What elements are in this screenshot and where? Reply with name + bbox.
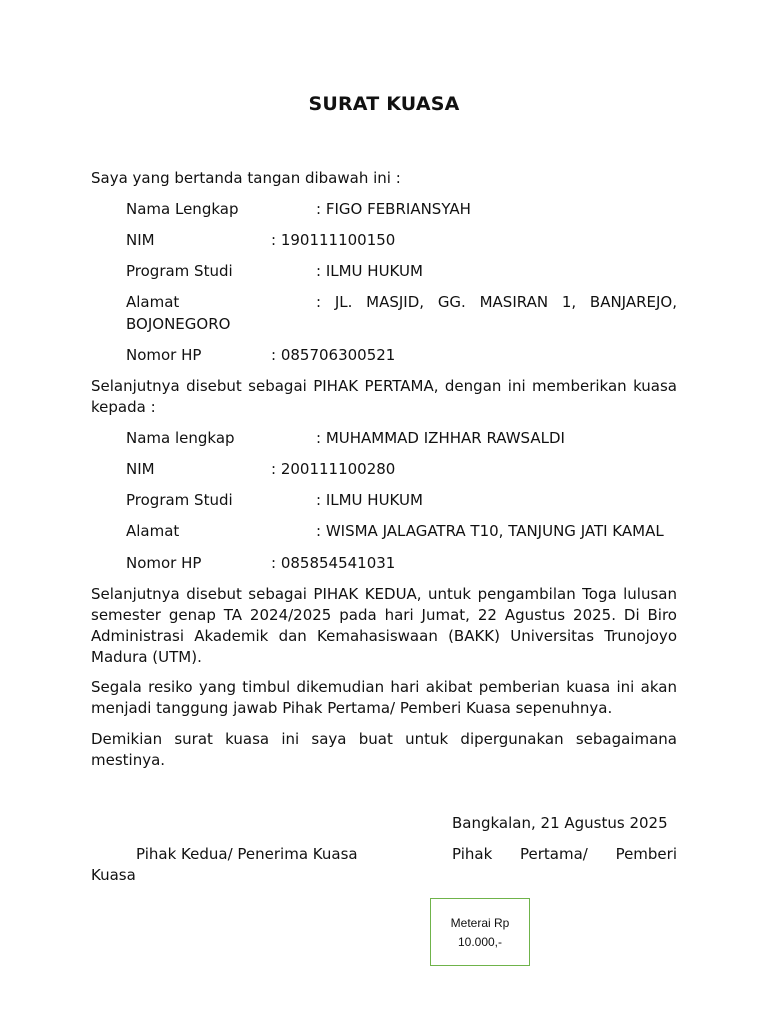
- first-party-phone-label: Nomor HP: [126, 346, 202, 364]
- first-party-name-label: Nama Lengkap: [126, 200, 239, 218]
- purpose-paragraph: Selanjutnya disebut sebagai PIHAK KEDUA, untuk pengambilan Toga lulusan semester genap TA 2024/2025 pada hari Jumat, 22 Agustus 2025. Di Biro Administrasi Akademik dan Kemahasiswaan (BAKK) Universitas Trunojoyo Madura (UTM).: [91, 585, 677, 666]
- second-party-prodi-value: : ILMU HUKUM: [316, 491, 423, 509]
- second-party-phone-value: : 085854541031: [271, 554, 396, 572]
- signature-label-continuation: Kuasa: [91, 866, 136, 884]
- signature-first-party-label: Pihak Pertama/ Pemberi: [452, 845, 677, 863]
- first-party-prodi-label: Program Studi: [126, 262, 233, 280]
- second-party-nim-label: NIM: [126, 460, 155, 478]
- signature-place-date: Bangkalan, 21 Agustus 2025: [452, 814, 668, 832]
- closing-paragraph: Demikian surat kuasa ini saya buat untuk dipergunakan sebagaimana mestinya.: [91, 730, 677, 769]
- second-party-address-label: Alamat: [126, 522, 180, 540]
- first-party-phone-value: : 085706300521: [271, 346, 396, 364]
- first-party-address-value-cont: BOJONEGORO: [126, 315, 231, 333]
- first-party-prodi-value: : ILMU HUKUM: [316, 262, 423, 280]
- first-party-address-label: Alamat: [126, 293, 180, 311]
- transition-paragraph: Selanjutnya disebut sebagai PIHAK PERTAMA, dengan ini memberikan kuasa kepada :: [91, 377, 677, 416]
- second-party-nim-value: : 200111100280: [271, 460, 396, 478]
- meterai-text-line1: Meterai Rp: [450, 916, 510, 930]
- meterai-stamp-box: [430, 898, 530, 966]
- second-party-address-value: : WISMA JALAGATRA T10, TANJUNG JATI KAMAL: [316, 522, 664, 540]
- first-party-nim-value: : 190111100150: [271, 231, 396, 249]
- first-party-address-row: [126, 292, 677, 336]
- signature-second-party-label: Pihak Kedua/ Penerima Kuasa: [136, 845, 358, 863]
- intro-text: Saya yang bertanda tangan dibawah ini :: [91, 169, 401, 187]
- meterai-text-line2: 10.000,-: [457, 935, 503, 949]
- second-party-name-value: : MUHAMMAD IZHHAR RAWSALDI: [316, 429, 565, 447]
- document-title: SURAT KUASA: [308, 93, 460, 115]
- first-party-name-value: : FIGO FEBRIANSYAH: [316, 200, 471, 218]
- first-party-nim-label: NIM: [126, 231, 155, 249]
- risk-paragraph: Segala resiko yang timbul dikemudian hari akibat pemberian kuasa ini akan menjadi tanggung jawab Pihak Pertama/ Pemberi Kuasa sepenuhnya.: [91, 678, 677, 717]
- first-party-address-value: : JL. MASJID, GG. MASIRAN 1, BANJAREJO,: [316, 293, 677, 311]
- second-party-prodi-label: Program Studi: [126, 491, 233, 509]
- second-party-phone-label: Nomor HP: [126, 554, 202, 572]
- second-party-name-label: Nama lengkap: [126, 429, 235, 447]
